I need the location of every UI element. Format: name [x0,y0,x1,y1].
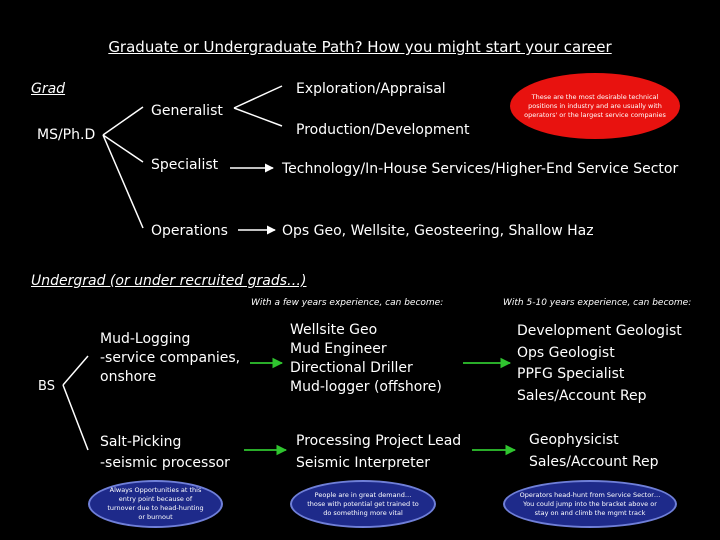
production-label: Production/Development [296,122,470,138]
note-oval-2 [290,480,436,528]
column1-header: With a few years experience, can become: [251,298,444,308]
grad-bracket [103,107,143,228]
grad-degree: MS/Ph.D [37,127,96,143]
saltpicking-entry: Salt-Picking -seismic processor [100,434,230,471]
specialist-target: Technology/In-House Services/Higher-End Service Sector [282,161,679,177]
grad-note-oval [510,73,680,139]
exploration-label: Exploration/Appraisal [296,81,446,97]
operations-target: Ops Geo, Wellsite, Geosteering, Shallow Haz [282,223,594,239]
operations-label: Operations [151,223,228,239]
undergrad-heading: Undergrad (or under recruited grads…) [31,273,307,289]
note-text-2: People are in great demand… those with potential get trained to do something more vital [307,490,419,517]
bs-bracket [63,356,88,450]
saltpicking-final: Geophysicist Sales/Account Rep [529,432,659,470]
generalist-label: Generalist [151,103,223,119]
mudlogging-final: Development Geologist Ops Geologist PPFG Specialist Sales/Account Rep [517,323,682,404]
generalist-fork [234,86,282,126]
grad-note-text: These are the most desirable technical positions in industry and are usually with operators' or the largest service companies [524,92,666,119]
note-oval-1 [88,480,223,528]
specialist-label: Specialist [151,157,219,173]
mudlogging-entry: Mud-Logging -service companies, onshore [100,331,241,385]
undergrad-degree: BS [38,379,55,394]
column2-header: With 5-10 years experience, can become: [503,298,692,308]
mudlogging-next: Wellsite Geo Mud Engineer Directional Driller Mud-logger (offshore) [290,322,442,395]
note-text-1: Always Opportunities at this entry point because of turnover due to head-hunting or burnout [107,486,204,521]
slide-title: Graduate or Undergraduate Path? How you might start your career [108,38,612,56]
note-text-3: Operators head-hunt from Service Sector… You could jump into the bracket above or stay on and climb the mgmt track [519,490,661,517]
grad-heading: Grad [31,81,66,97]
note-oval-3 [503,480,677,528]
saltpicking-next: Processing Project Lead Seismic Interpreter [296,433,462,471]
